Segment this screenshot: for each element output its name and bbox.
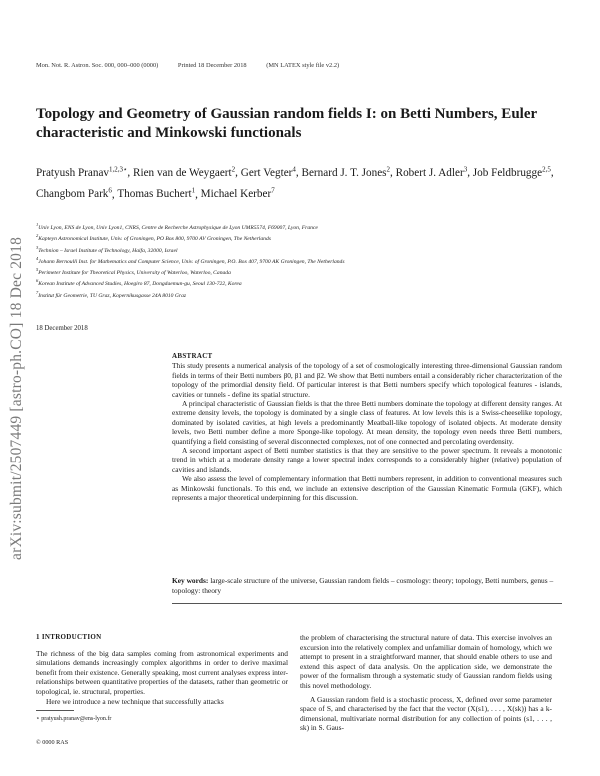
footnote-divider xyxy=(36,710,74,711)
author-list: Pratyush Pranav$^{1,2,3⋆}$, Rien van de Weygaert$^2$, Gert Vegter$^4$, Bernard J. T. Jones$^2$, Robert J. Adler$^3$, Job Feldbrugge$^{2,5}$, Changbom Park$^6$, Thomas Buchert$^1$, Michael Kerber$^7$ xyxy=(36,165,554,201)
intro-right-paragraph-1: the problem of characterising the structural nature of data. This exercise involves an excursion into the relatively complex and unfamiliar domain of homology, which we attempt to present in a straightforward manner, that should enable others to use and extend this aspect of data analysis. On the application side, we demonstrate the power of the formalism through a systematic study of Gaussian random fields using this novel methodology. xyxy=(300,633,552,690)
affiliation-text: Perimeter Institute for Theoretical Physics, University of Waterloo, Waterloo, Canada xyxy=(38,269,231,276)
keywords xyxy=(172,576,562,595)
affiliation-number: 3 xyxy=(36,244,39,250)
printed-date: Printed 18 December 2018 xyxy=(177,62,247,69)
affiliation-text: Univ Lyon, ENS de Lyon, Univ Lyon1, CNRS, Centre de Recherche Astrophysique de Lyon UMR5574, F69007, Lyon, France xyxy=(38,224,318,231)
affiliation xyxy=(36,266,556,277)
intro-left-column xyxy=(36,633,288,706)
affiliation xyxy=(36,244,556,255)
affiliation-text: Johann Bernoulli Inst. for Mathematics and Computer Science, Univ. of Groningen, P.O. Box 407, 9700 AK Groningen, The Netherlands xyxy=(38,258,345,265)
affiliation-number: 7 xyxy=(36,289,39,295)
author-name: Rien van de Weygaert$^2$ xyxy=(133,165,236,179)
abstract-paragraph-3: A second important aspect of Betti number statistics is that they are sensitive to the power spectrum. It reveals a monotonic trend in which at a moderate density range a lower spectral index corresponds to a considerably higher (relative) population of cavities and islands. xyxy=(172,446,562,474)
author-affiliation-mark: 1,2,3⋆ xyxy=(109,165,128,173)
affiliation-text: Institut für Geometrie, TU Graz, Kopernikusgasse 24A 8010 Graz xyxy=(38,292,187,299)
arxiv-stamp: arXiv:submit/2507449 [astro-ph.CO] 18 Dec 2018 xyxy=(8,236,25,560)
affiliation-number: 5 xyxy=(36,267,39,273)
journal-reference: Mon. Not. R. Astron. Soc. 000, 000–000 (0000) xyxy=(36,62,159,69)
author-affiliation-mark: 2,5 xyxy=(542,165,551,173)
affiliation-list xyxy=(36,221,556,300)
author-name: Job Feldbrugge$^{2,5}$ xyxy=(472,165,551,179)
affiliation xyxy=(36,277,556,288)
affiliation xyxy=(36,221,556,232)
affiliation-number: 1 xyxy=(36,222,39,227)
abstract-paragraph-4: We also assess the level of complementary information that Betti numbers represent, in addition to conventional measures such as Minkowski functionals. To this end, we include an extensive description of the Gaussian Kinematic Formula (GKF), which represents a major theoretical underpinning for this discussion. xyxy=(172,474,562,503)
keywords-text: large-scale structure of the universe, Gaussian random fields – cosmology: theory; topology, Betti numbers, genus – topology: theory xyxy=(172,576,554,595)
author-name: Changbom Park$^6$ xyxy=(36,186,112,201)
intro-right-paragraph-2: A Gaussian random field is a stochastic process, X, defined over some parameter space of S, and characterised by the fact that the vector (X(s1), . . . , X(sk)) has a k-dimensional, multivariate normal distribution for any collection of points (s1, . . . , sk) in S. Gaus- xyxy=(300,694,552,733)
intro-left-paragraph-1: The richness of the big data samples coming from astronomical experiments and simulations demands increasingly complex algorithms in order to derive maximal benefit from their existence. Generally speaking, most current analyses express inter-relationships between quantitative properties of the datasets, rather than geometric or topological, ie. structural, properties. xyxy=(36,648,288,696)
style-file: (MN LATEX style file v2.2) xyxy=(266,62,340,69)
affiliation-number: 4 xyxy=(36,255,39,261)
affiliation-text: Technion – Israel Institute of Technology, Haifa, 32000, Israel xyxy=(38,247,178,254)
abstract-heading: ABSTRACT xyxy=(172,352,213,360)
paper-date: 18 December 2018 xyxy=(36,325,88,332)
abstract-paragraph-1: This study presents a numerical analysis of the topology of a set of cosmologically interesting three-dimensional Gaussian random fields in terms of their Betti numbers β0, β1 and β2. We show that Betti numbers entail a considerably richer characterization of the topology of the primordial density field. Of particular interest is that Betti numbers specify which topological features - islands, cavities or tunnels - define its spatial structure. xyxy=(172,361,562,399)
abstract xyxy=(172,352,562,503)
author-name: Robert J. Adler$^3$ xyxy=(395,165,468,179)
affiliation-number: 2 xyxy=(36,233,39,239)
affiliation-text: Korean Institute of Advanced Studies, Hoegiro 87, Dongdaemun-gu, Seoul 130-722, Korea xyxy=(38,281,242,288)
affiliation-text: Kapteyn Astronomical Institute, Univ. of Groningen, PO Box 800, 9700 AV Groningen, The Netherlands xyxy=(38,236,271,243)
author-affiliation-mark: 2 xyxy=(231,165,236,173)
abstract-divider xyxy=(172,603,562,604)
affiliation xyxy=(36,232,556,243)
affiliation xyxy=(36,255,556,266)
intro-left-paragraph-2: Here we introduce a new technique that successfully attacks xyxy=(46,696,224,706)
corresponding-email: ⋆ pratyush.pranav@ens-lyon.fr xyxy=(36,716,112,722)
keywords-label: Key words: xyxy=(172,576,209,585)
author-name: Pratyush Pranav$^{1,2,3⋆}$ xyxy=(36,165,128,179)
copyright: © 0000 RAS xyxy=(36,739,69,746)
author-affiliation-mark: 4 xyxy=(292,165,296,173)
author-affiliation-mark: 2 xyxy=(386,165,391,173)
author-affiliation-mark: 1 xyxy=(191,186,196,195)
affiliation-number: 6 xyxy=(36,278,39,284)
author-affiliation-mark: 7 xyxy=(271,186,275,195)
intro-right-column xyxy=(300,633,552,733)
author-name: Gert Vegter$^4$ xyxy=(240,165,296,179)
author-affiliation-mark: 6 xyxy=(108,186,112,195)
paper-title: Topology and Geometry of Gaussian random fields I: on Betti Numbers, Euler characteristic and Minkowski functionals xyxy=(36,106,537,141)
author-name: Thomas Buchert$^1$ xyxy=(117,186,196,201)
author-affiliation-mark: 3 xyxy=(463,165,468,173)
abstract-paragraph-2: A principal characteristic of Gaussian fields is that the three Betti numbers dominate the topology at different density ranges. At extreme density levels, the topology is dominated by a single class of features. At low levels this is a Swiss-cheeselike topology, dominated by isolated cavities, at high levels a predominantly Meatball-like topology of isolated objects. At moderate density levels, two Betti number define a more Sponge-like topology. At mean density, the topology even needs three Betti numbers, quantifying a field consisting of several disconnected complexes, not of one connected and percolating overdensity. xyxy=(172,399,562,446)
affiliation xyxy=(36,289,556,300)
intro-heading: 1 INTRODUCTION xyxy=(36,633,102,641)
author-name: Bernard J. T. Jones$^2$ xyxy=(301,165,391,179)
running-header xyxy=(36,62,357,69)
author-name: Michael Kerber$^7$ xyxy=(200,186,275,201)
